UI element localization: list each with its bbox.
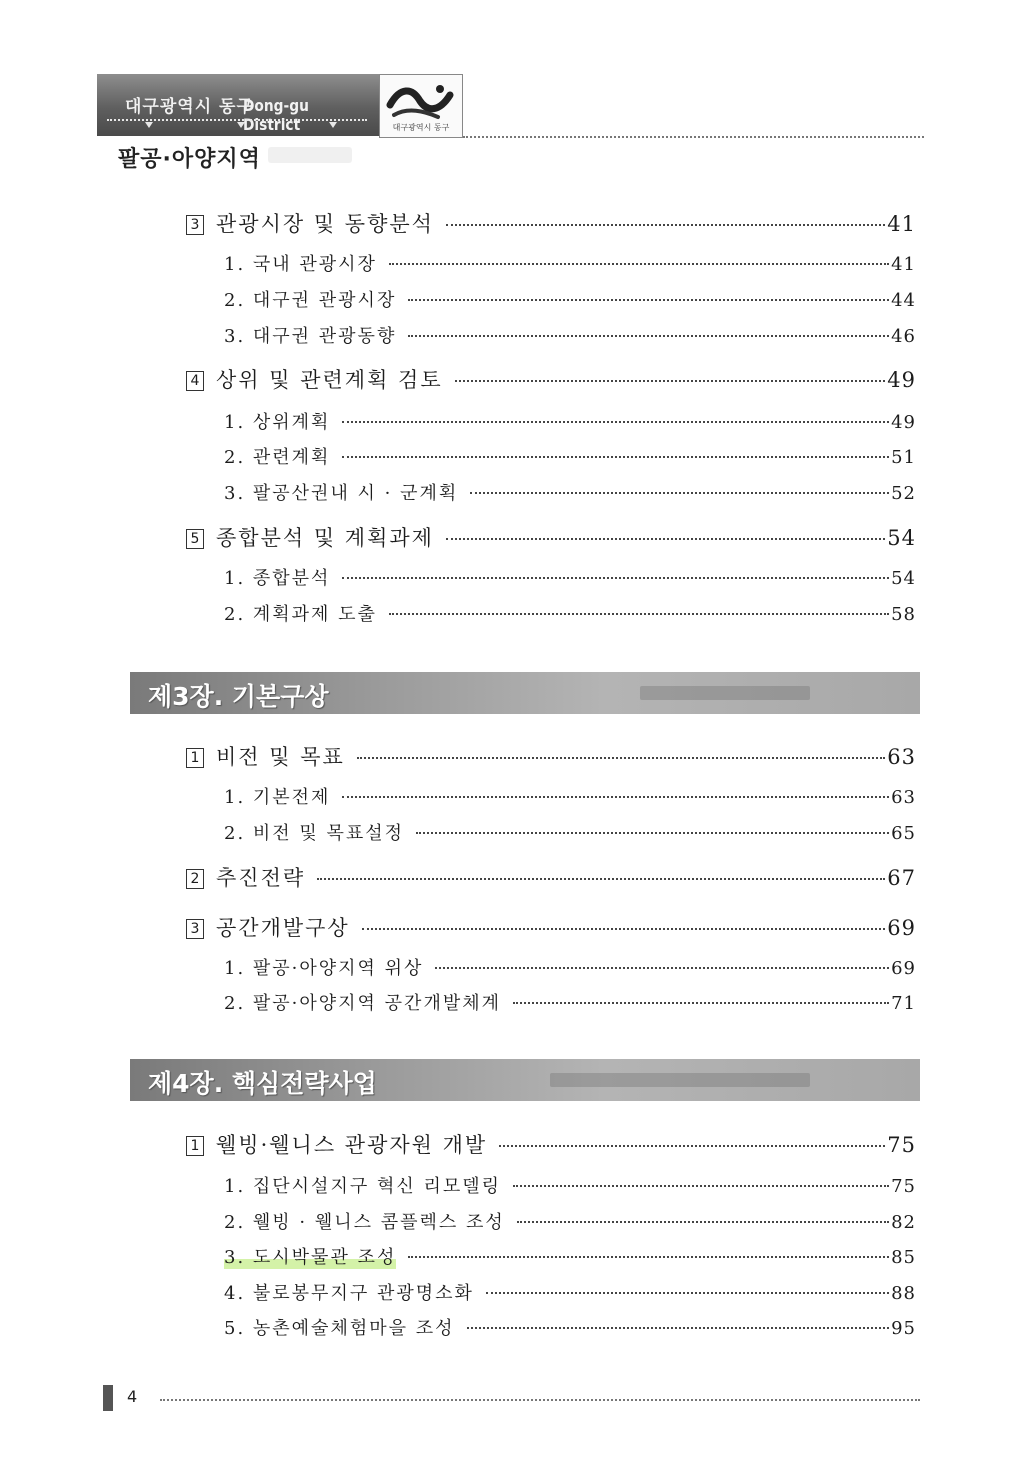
- dot-leader: [513, 1002, 889, 1004]
- item-title: 1. 상위계획: [224, 412, 331, 433]
- item-title: 2. 계획과제 도출: [224, 604, 377, 625]
- section-number-box: 3: [186, 215, 204, 235]
- page-number: 54: [887, 526, 916, 550]
- dot-leader: [446, 224, 885, 226]
- section-number-box: 1: [186, 748, 204, 768]
- item-title: 2. 관련계획: [224, 447, 331, 468]
- toc-item[interactable]: [224, 1208, 916, 1234]
- dot-leader: [513, 1185, 889, 1187]
- footer-rule: [160, 1399, 920, 1401]
- dot-leader: [499, 1145, 885, 1147]
- page-number: 44: [891, 290, 916, 311]
- toc-section[interactable]: [186, 862, 916, 892]
- chapter-heading[interactable]: [130, 672, 920, 714]
- page-number: 65: [891, 823, 916, 844]
- toc-item[interactable]: [224, 408, 916, 434]
- dot-leader: [455, 380, 886, 382]
- item-title: 1. 집단시설지구 혁신 리모델링: [224, 1176, 501, 1197]
- toc-item[interactable]: [224, 1314, 916, 1340]
- dot-leader: [416, 832, 889, 834]
- header-band: [97, 74, 379, 136]
- toc-item[interactable]: [224, 1243, 916, 1269]
- dot-leader: [342, 577, 889, 579]
- toc-item[interactable]: [224, 286, 916, 312]
- dot-leader: [342, 456, 889, 458]
- page-number: 85: [891, 1247, 916, 1268]
- page-number: 52: [891, 483, 916, 504]
- dot-leader: [517, 1221, 889, 1223]
- item-title: 1. 팔공·아양지역 위상: [224, 958, 424, 979]
- dot-leader: [467, 1327, 890, 1329]
- chapter-title: 제4장. 핵심전략사업: [148, 1069, 377, 1098]
- toc-section[interactable]: [186, 208, 916, 238]
- bleed-through-mark: [550, 1073, 810, 1087]
- section-number-box: 1: [186, 1136, 204, 1156]
- item-title: 3. 팔공산권내 시 · 군계획: [224, 483, 459, 504]
- chapter-title: 제3장. 기본구상: [148, 682, 329, 711]
- page-number: 95: [891, 1318, 916, 1339]
- section-number-box: 4: [186, 371, 204, 391]
- dot-leader: [357, 757, 885, 759]
- item-title: 5. 농촌예술체험마을 조성: [224, 1318, 455, 1339]
- dong-gu-logo-icon: [386, 81, 456, 121]
- dot-leader: [408, 1256, 889, 1258]
- triangle-marker-icon: [145, 122, 153, 128]
- item-title: 2. 팔공·아양지역 공간개발체계: [224, 993, 501, 1014]
- section-title: 종합분석 및 계획과제: [216, 526, 434, 550]
- item-title: 3. 대구권 관광동향: [224, 326, 397, 347]
- section-title: 웰빙·웰니스 관광자원 개발: [216, 1133, 488, 1157]
- header-rule: [463, 136, 924, 138]
- toc-item[interactable]: [224, 564, 916, 590]
- page-number: 46: [891, 326, 916, 347]
- dot-leader: [362, 928, 886, 930]
- page-number: 41: [887, 212, 916, 236]
- item-title: 2. 웰빙 · 웰니스 콤플렉스 조성: [224, 1212, 505, 1233]
- toc-item[interactable]: [224, 783, 916, 809]
- page-number: 41: [891, 254, 916, 275]
- page-number: 58: [891, 604, 916, 625]
- page-number: 82: [891, 1212, 916, 1233]
- toc-item[interactable]: [224, 479, 916, 505]
- dot-leader: [435, 967, 889, 969]
- item-title: 4. 불로봉무지구 관광명소화: [224, 1283, 474, 1304]
- page-number: 49: [887, 368, 916, 392]
- section-title: 공간개발구상: [216, 916, 350, 940]
- item-title-highlighted: 3. 도시박물관 조성: [224, 1243, 396, 1269]
- section-number-box: 5: [186, 529, 204, 549]
- toc-item[interactable]: [224, 1172, 916, 1198]
- page-number: 75: [891, 1176, 916, 1197]
- section-number-box: 2: [186, 869, 204, 889]
- toc-item[interactable]: [224, 600, 916, 626]
- page-number: 54: [891, 568, 916, 589]
- chapter-heading[interactable]: [130, 1059, 920, 1101]
- page-number: 67: [887, 866, 916, 890]
- bleed-through-mark: [268, 147, 352, 163]
- dot-leader: [408, 299, 889, 301]
- dot-leader: [389, 613, 889, 615]
- item-title: 1. 국내 관광시장: [224, 254, 377, 275]
- item-title: 1. 기본전제: [224, 787, 331, 808]
- item-title: 2. 비전 및 목표설정: [224, 823, 405, 844]
- dot-leader: [317, 878, 885, 880]
- toc-section[interactable]: [186, 741, 916, 771]
- district-name-ko: 대구광역시 동구: [125, 97, 254, 117]
- dot-leader: [470, 492, 889, 494]
- toc-item[interactable]: [224, 989, 916, 1015]
- header-dotted-line: [107, 119, 367, 121]
- item-title: 2. 대구권 관광시장: [224, 290, 397, 311]
- district-logo: [379, 74, 463, 138]
- page-number: 63: [891, 787, 916, 808]
- triangle-marker-icon: [237, 122, 245, 128]
- page-number: 69: [891, 958, 916, 979]
- section-title: 비전 및 목표: [216, 745, 345, 769]
- toc-section[interactable]: [186, 364, 916, 394]
- logo-caption: 대구광역시 동구: [392, 123, 450, 132]
- footer-marker: [103, 1385, 113, 1411]
- toc-item[interactable]: [224, 954, 916, 980]
- section-title: 추진전략: [216, 866, 306, 890]
- dot-leader: [342, 796, 889, 798]
- toc-item[interactable]: [224, 1279, 916, 1305]
- section-title: 상위 및 관련계획 검토: [216, 368, 443, 392]
- item-title: 1. 종합분석: [224, 568, 331, 589]
- toc-item[interactable]: [224, 819, 916, 845]
- dot-leader: [342, 421, 889, 423]
- page-number: 88: [891, 1283, 916, 1304]
- toc-section[interactable]: [186, 1129, 916, 1159]
- region-subtitle: 팔공·아양지역: [118, 147, 261, 172]
- section-number-box: 3: [186, 919, 204, 939]
- section-title: 관광시장 및 동향분석: [216, 212, 434, 236]
- dot-leader: [446, 538, 885, 540]
- page-number: 63: [887, 745, 916, 769]
- dot-leader: [389, 263, 889, 265]
- page-number: 49: [891, 412, 916, 433]
- page-number: 51: [891, 447, 916, 468]
- page-number: 69: [887, 916, 916, 940]
- toc-item[interactable]: [224, 250, 916, 276]
- toc-item[interactable]: [224, 443, 916, 469]
- dot-leader: [486, 1292, 889, 1294]
- toc-section[interactable]: [186, 912, 916, 942]
- triangle-marker-icon: [329, 122, 337, 128]
- district-name-en: Dong-gu District: [243, 96, 309, 134]
- bleed-through-mark: [640, 686, 810, 700]
- footer-page-number: 4: [127, 1387, 138, 1406]
- dot-leader: [408, 335, 889, 337]
- toc-section[interactable]: [186, 522, 916, 552]
- page-number: 71: [891, 993, 916, 1014]
- page-number: 75: [887, 1133, 916, 1157]
- toc-item[interactable]: [224, 322, 916, 348]
